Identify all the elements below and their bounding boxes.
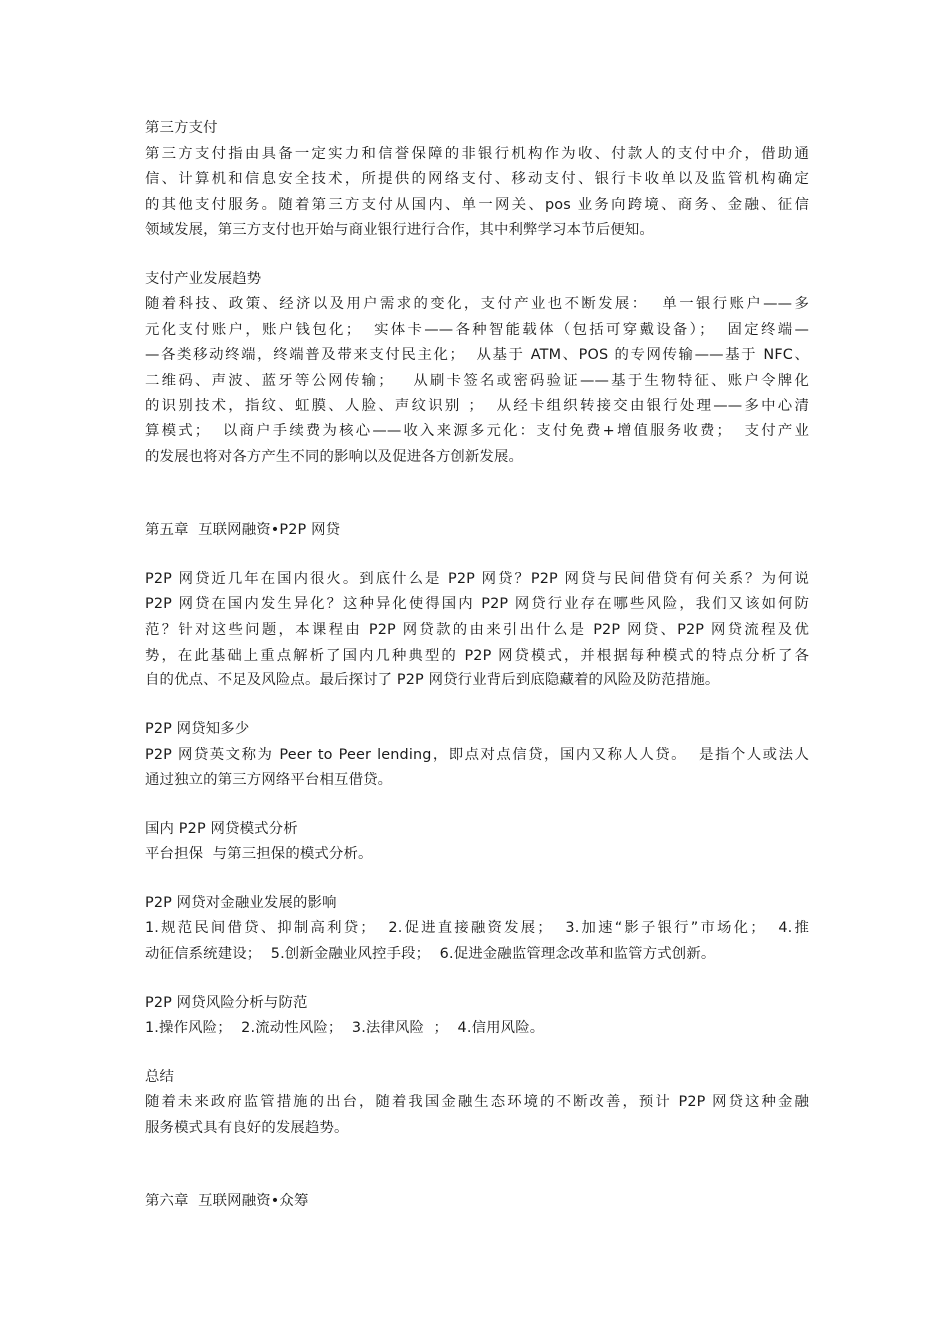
paragraph-line: 1.规范民间借贷、抑制高利贷； 2.促进直接融资发展； 3.加速“影子银行”市场化； 4.推 (145, 920, 809, 936)
chapter-heading: 第六章 互联网融资•众筹 (145, 1193, 309, 1209)
paragraph-line: 平台担保 与第三担保的模式分析。 (145, 846, 373, 862)
paragraph-line: 的识别技术，指纹、虹膜、人脸、声纹识别 ； 从经卡组织转接交由银行处理——多中心清 (145, 398, 809, 414)
paragraph-line: 自的优点、不足及风险点。最后探讨了 P2P 网贷行业背后到底隐藏着的风险及防范措施。 (145, 672, 720, 688)
section-heading: 国内 P2P 网贷模式分析 (145, 821, 298, 837)
paragraph-line: 第三方支付指由具备一定实力和信誉保障的非银行机构作为收、付款人的支付中介，借助通 (145, 146, 809, 162)
paragraph-line: 动征信系统建设； 5.创新金融业风控手段； 6.促进金融监管理念改革和监管方式创新。 (145, 946, 716, 962)
paragraph-line: 信、计算机和信息安全技术，所提供的网络支付、移动支付、银行卡收单以及监管机构确定 (145, 171, 809, 187)
paragraph-line: P2P 网贷英文称为 Peer to Peer lending，即点对点信贷，国内又称人人贷。 是指个人或法人 (145, 747, 809, 763)
section-heading: P2P 网贷对金融业发展的影响 (145, 895, 337, 911)
paragraph-line: 算模式； 以商户手续费为核心——收入来源多元化：支付免费+增值服务收费； 支付产业 (145, 423, 809, 439)
paragraph-line: —各类移动终端，终端普及带来支付民主化； 从基于 ATM、POS 的专网传输——基于 NFC、 (145, 347, 809, 363)
paragraph-line: 元化支付账户，账户钱包化； 实体卡——各种智能载体（包括可穿戴设备）； 固定终端— (145, 322, 809, 338)
paragraph-line: 的发展也将对各方产生不同的影响以及促进各方创新发展。 (145, 449, 524, 465)
paragraph-line: 领域发展，第三方支付也开始与商业银行进行合作，其中利弊学习本节后便知。 (145, 222, 654, 238)
section-heading: 第三方支付 (145, 120, 218, 136)
paragraph-line: 势，在此基础上重点解析了国内几种典型的 P2P 网贷模式，并根据每种模式的特点分析了各 (145, 648, 809, 664)
paragraph-line: 范？针对这些问题，本课程由 P2P 网贷款的由来引出什么是 P2P 网贷、P2P 网贷流程及优 (145, 622, 809, 638)
chapter-heading: 第五章 互联网融资•P2P 网贷 (145, 522, 341, 538)
paragraph-line: 二维码、声波、蓝牙等公网传输； 从刷卡签名或密码验证——基于生物特征、账户令牌化 (145, 373, 809, 389)
section-heading: 总结 (145, 1069, 175, 1085)
section-heading: P2P 网贷风险分析与防范 (145, 995, 308, 1011)
paragraph-line: P2P 网贷近几年在国内很火。到底什么是 P2P 网贷？P2P 网贷与民间借贷有何关系？为何说 (145, 571, 809, 587)
section-heading: P2P 网贷知多少 (145, 721, 250, 737)
paragraph-line: 的其他支付服务。随着第三方支付从国内、单一网关、pos 业务向跨境、商务、金融、征信 (145, 197, 809, 213)
paragraph-line: 随着未来政府监管措施的出台，随着我国金融生态环境的不断改善，预计 P2P 网贷这种金融 (145, 1094, 809, 1110)
section-heading: 支付产业发展趋势 (145, 271, 262, 287)
paragraph-line: 随着科技、政策、经济以及用户需求的变化，支付产业也不断发展： 单一银行账户——多 (145, 296, 809, 312)
paragraph-line: 服务模式具有良好的发展趋势。 (145, 1120, 349, 1136)
paragraph-line: 通过独立的第三方网络平台相互借贷。 (145, 772, 393, 788)
paragraph-line: P2P 网贷在国内发生异化？这种异化使得国内 P2P 网贷行业存在哪些风险，我们又该如何防 (145, 596, 809, 612)
paragraph-line: 1.操作风险； 2.流动性风险； 3.法律风险 ； 4.信用风险。 (145, 1020, 545, 1036)
